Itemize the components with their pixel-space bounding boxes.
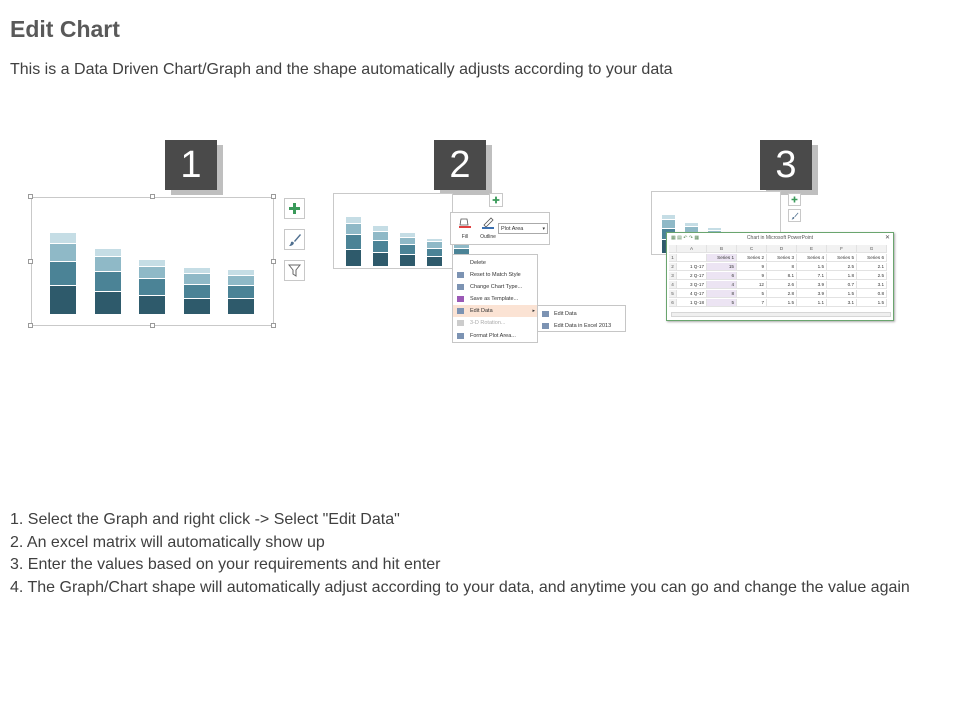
menu-item-edit-data[interactable]: Edit Data ▸ — [453, 305, 539, 317]
column-header[interactable]: C — [737, 245, 767, 253]
grid-cell[interactable]: 7 — [737, 299, 767, 307]
grid-cell[interactable]: 1 — [669, 254, 677, 262]
chevron-down-icon: ▾ — [542, 226, 545, 232]
menu-item-3d-rotation: 3-D Rotation... — [453, 317, 539, 329]
bar-segment — [139, 267, 165, 278]
chart-filters-button[interactable] — [284, 260, 305, 281]
column-header[interactable]: B — [707, 245, 737, 253]
step-badge-3: 3 — [760, 140, 812, 190]
bar-segment — [139, 279, 165, 295]
grid-cell[interactable]: 1 Q-18 — [677, 299, 707, 307]
grid-cell[interactable]: 3.1 — [827, 299, 857, 307]
resize-handle[interactable] — [271, 323, 276, 328]
format-mini-toolbar — [450, 212, 550, 245]
grid-cell[interactable]: 0.8 — [857, 290, 887, 298]
grid-cell[interactable]: 2 — [669, 263, 677, 271]
brush-icon — [791, 212, 799, 220]
resize-handle[interactable] — [271, 194, 276, 199]
resize-handle[interactable] — [28, 323, 33, 328]
bar-segment — [95, 249, 121, 257]
dropdown-value: Plot Area — [501, 226, 524, 232]
outline-button[interactable] — [477, 216, 499, 242]
bar[interactable] — [139, 260, 165, 315]
grid-cell[interactable]: 1.1 — [797, 299, 827, 307]
grid-cell[interactable]: 8 — [767, 263, 797, 271]
context-menu — [452, 254, 538, 343]
resize-handle[interactable] — [150, 323, 155, 328]
bar-segment — [662, 215, 675, 219]
resize-handle[interactable] — [28, 259, 33, 264]
bar-segment — [346, 217, 361, 222]
bar-segment — [427, 257, 442, 266]
grid-cell[interactable]: 5 — [669, 290, 677, 298]
resize-handle[interactable] — [271, 259, 276, 264]
excel-scrollbar[interactable] — [671, 312, 891, 317]
bar[interactable] — [427, 239, 442, 267]
grid-cell[interactable]: 1 Q-17 — [677, 263, 707, 271]
grid-cell[interactable]: 6 — [707, 272, 737, 280]
bar-segment — [662, 220, 675, 228]
column-header[interactable]: E — [797, 245, 827, 253]
step-badge-2: 2 — [434, 140, 486, 190]
bar-segment — [95, 272, 121, 291]
bar-segment — [50, 262, 76, 286]
grid-cell[interactable]: 2 Q-17 — [677, 272, 707, 280]
grid-cell[interactable]: 3.9 — [797, 281, 827, 289]
chart-frame-step2[interactable] — [333, 193, 453, 269]
grid-cell[interactable]: Series 1 — [707, 254, 737, 262]
rotation-icon — [457, 320, 464, 326]
bar-segment — [139, 260, 165, 266]
step-badge-1: 1 — [165, 140, 217, 190]
grid-cell[interactable]: 2.1 — [857, 263, 887, 271]
grid-cell[interactable]: 1.8 — [827, 272, 857, 280]
grid-cell[interactable]: Series 4 — [797, 254, 827, 262]
grid-cell[interactable]: 2.8 — [767, 290, 797, 298]
bar-segment — [184, 274, 210, 283]
menu-item-change-chart-type[interactable]: Change Chart Type... — [453, 281, 539, 293]
grid-cell[interactable]: 4 — [707, 281, 737, 289]
bar-segment — [373, 232, 388, 240]
fill-button[interactable] — [456, 216, 474, 242]
excel-grid[interactable] — [669, 245, 891, 311]
bar[interactable] — [373, 226, 388, 267]
grid-cell[interactable]: 3.9 — [797, 290, 827, 298]
chart-styles-button[interactable] — [284, 229, 305, 250]
grid-cell[interactable]: 2.5 — [857, 272, 887, 280]
chart-elements-button[interactable] — [284, 198, 305, 219]
bar-segment — [373, 253, 388, 266]
bar-segment — [50, 233, 76, 243]
instruction-line: 4. The Graph/Chart shape will automatically adjust according to your data, and anytime you can go and change the value again — [10, 578, 910, 596]
grid-cell[interactable]: 2.5 — [827, 263, 857, 271]
filter-icon — [288, 264, 301, 277]
paint-bucket-icon — [458, 217, 472, 229]
excel-icon — [542, 323, 549, 329]
bar-segment — [400, 255, 415, 266]
bar-segment — [708, 228, 721, 230]
menu-item-reset-style[interactable]: Reset to Match Style — [453, 269, 539, 281]
grid-cell[interactable]: 1.5 — [857, 299, 887, 307]
bar[interactable] — [95, 249, 121, 316]
chart-frame-step1[interactable] — [31, 197, 274, 326]
grid-cell[interactable]: 5 — [737, 290, 767, 298]
grid-cell[interactable]: 0.7 — [827, 281, 857, 289]
chevron-right-icon: ▸ — [532, 308, 535, 314]
grid-cell[interactable]: 1.5 — [797, 263, 827, 271]
grid-cell[interactable]: Series 2 — [737, 254, 767, 262]
chart-type-icon — [457, 284, 464, 290]
column-header[interactable] — [669, 245, 677, 253]
excel-toolbar-icons: ▦ ▤ ↶ ↷ ▦ — [671, 235, 700, 241]
menu-item-save-template[interactable]: Save as Template... — [453, 293, 539, 305]
menu-item-delete[interactable]: Delete — [470, 260, 486, 266]
reset-icon — [457, 272, 464, 278]
bar-segment — [228, 299, 254, 314]
pen-icon — [481, 217, 495, 229]
grid-cell[interactable]: 8 — [707, 290, 737, 298]
bar-segment — [427, 239, 442, 242]
bar-segment — [346, 224, 361, 234]
bar-segment — [346, 235, 361, 249]
grid-cell[interactable]: 15 — [707, 263, 737, 271]
grid-cell[interactable]: 8.1 — [767, 272, 797, 280]
bar-segment — [184, 299, 210, 314]
bar-segment — [184, 268, 210, 273]
grid-cell[interactable]: 3.1 — [857, 281, 887, 289]
fill-label: Fill — [461, 234, 469, 240]
bar[interactable] — [228, 270, 254, 315]
grid-cell[interactable]: Series 6 — [857, 254, 887, 262]
table-icon — [542, 311, 549, 317]
grid-cell[interactable]: 3 Q-17 — [677, 281, 707, 289]
column-header[interactable]: F — [827, 245, 857, 253]
bar-segment — [228, 286, 254, 298]
submenu-edit-data-excel[interactable]: Edit Data in Excel 2013 — [538, 320, 627, 332]
bar-segment — [400, 233, 415, 236]
bar-segment — [373, 241, 388, 252]
close-icon[interactable]: ✕ — [884, 235, 890, 241]
grid-cell[interactable]: 6 — [669, 299, 677, 307]
bar-segment — [95, 257, 121, 271]
resize-handle[interactable] — [150, 194, 155, 199]
excel-window-title: Chart in Microsoft PowerPoint — [746, 235, 814, 241]
bar[interactable] — [400, 233, 415, 267]
instruction-line: 2. An excel matrix will automatically show up — [10, 533, 325, 551]
grid-cell[interactable]: 12 — [737, 281, 767, 289]
plus-icon — [492, 196, 500, 204]
grid-cell[interactable]: 4 — [669, 281, 677, 289]
column-header[interactable]: D — [767, 245, 797, 253]
table-icon — [457, 308, 464, 314]
bar-segment — [427, 249, 442, 257]
instruction-line: 1. Select the Graph and right click -> Select "Edit Data" — [10, 511, 400, 528]
bar-segment — [228, 270, 254, 275]
chart-styles-button[interactable] — [788, 209, 801, 222]
plus-icon — [288, 202, 301, 215]
format-icon — [457, 333, 464, 339]
instruction-line: 3. Enter the values based on your requirements and hit enter — [10, 556, 441, 573]
element-dropdown[interactable] — [498, 223, 548, 234]
grid-cell[interactable]: 2.6 — [767, 281, 797, 289]
grid-cell[interactable]: 3 — [669, 272, 677, 280]
bar[interactable] — [346, 217, 361, 267]
bar-segment — [400, 245, 415, 254]
outline-label: Outline — [480, 234, 496, 240]
bar-segment — [50, 244, 76, 261]
bar-segment — [346, 250, 361, 266]
bar[interactable] — [184, 268, 210, 315]
bar-segment — [427, 242, 442, 247]
grid-cell[interactable] — [677, 254, 707, 262]
column-header[interactable]: G — [857, 245, 887, 253]
grid-cell[interactable]: 9 — [737, 263, 767, 271]
column-header[interactable]: A — [677, 245, 707, 253]
chart-elements-button[interactable] — [489, 193, 503, 207]
bar-segment — [373, 226, 388, 230]
grid-cell[interactable]: 7.1 — [797, 272, 827, 280]
template-icon — [457, 296, 464, 302]
grid-cell[interactable]: Series 5 — [827, 254, 857, 262]
excel-data-window[interactable] — [666, 232, 894, 321]
bar-segment — [184, 285, 210, 298]
resize-handle[interactable] — [28, 194, 33, 199]
page-subtitle: This is a Data Driven Chart/Graph and the shape automatically adjusts according to your data — [10, 61, 673, 78]
grid-cell[interactable]: 1.5 — [767, 299, 797, 307]
menu-item-format-plot-area[interactable]: Format Plot Area... — [453, 330, 539, 342]
brush-icon — [288, 233, 302, 247]
plus-icon — [791, 196, 798, 203]
grid-cell[interactable]: Series 3 — [767, 254, 797, 262]
edit-data-submenu — [537, 305, 626, 332]
instructions — [10, 509, 940, 599]
bar-segment — [228, 276, 254, 285]
bar-segment — [400, 238, 415, 244]
grid-cell[interactable]: 1.5 — [827, 290, 857, 298]
grid-cell[interactable]: 4 Q-17 — [677, 290, 707, 298]
bar-segment — [50, 286, 76, 314]
bar[interactable] — [50, 233, 76, 315]
chart-elements-button[interactable] — [788, 193, 801, 206]
bar-segment — [95, 292, 121, 314]
bar-segment — [685, 223, 698, 226]
bar-segment — [139, 296, 165, 314]
page-title: Edit Chart — [10, 16, 120, 42]
submenu-edit-data[interactable]: Edit Data — [538, 308, 627, 320]
grid-cell[interactable]: 5 — [707, 299, 737, 307]
grid-cell[interactable]: 9 — [737, 272, 767, 280]
